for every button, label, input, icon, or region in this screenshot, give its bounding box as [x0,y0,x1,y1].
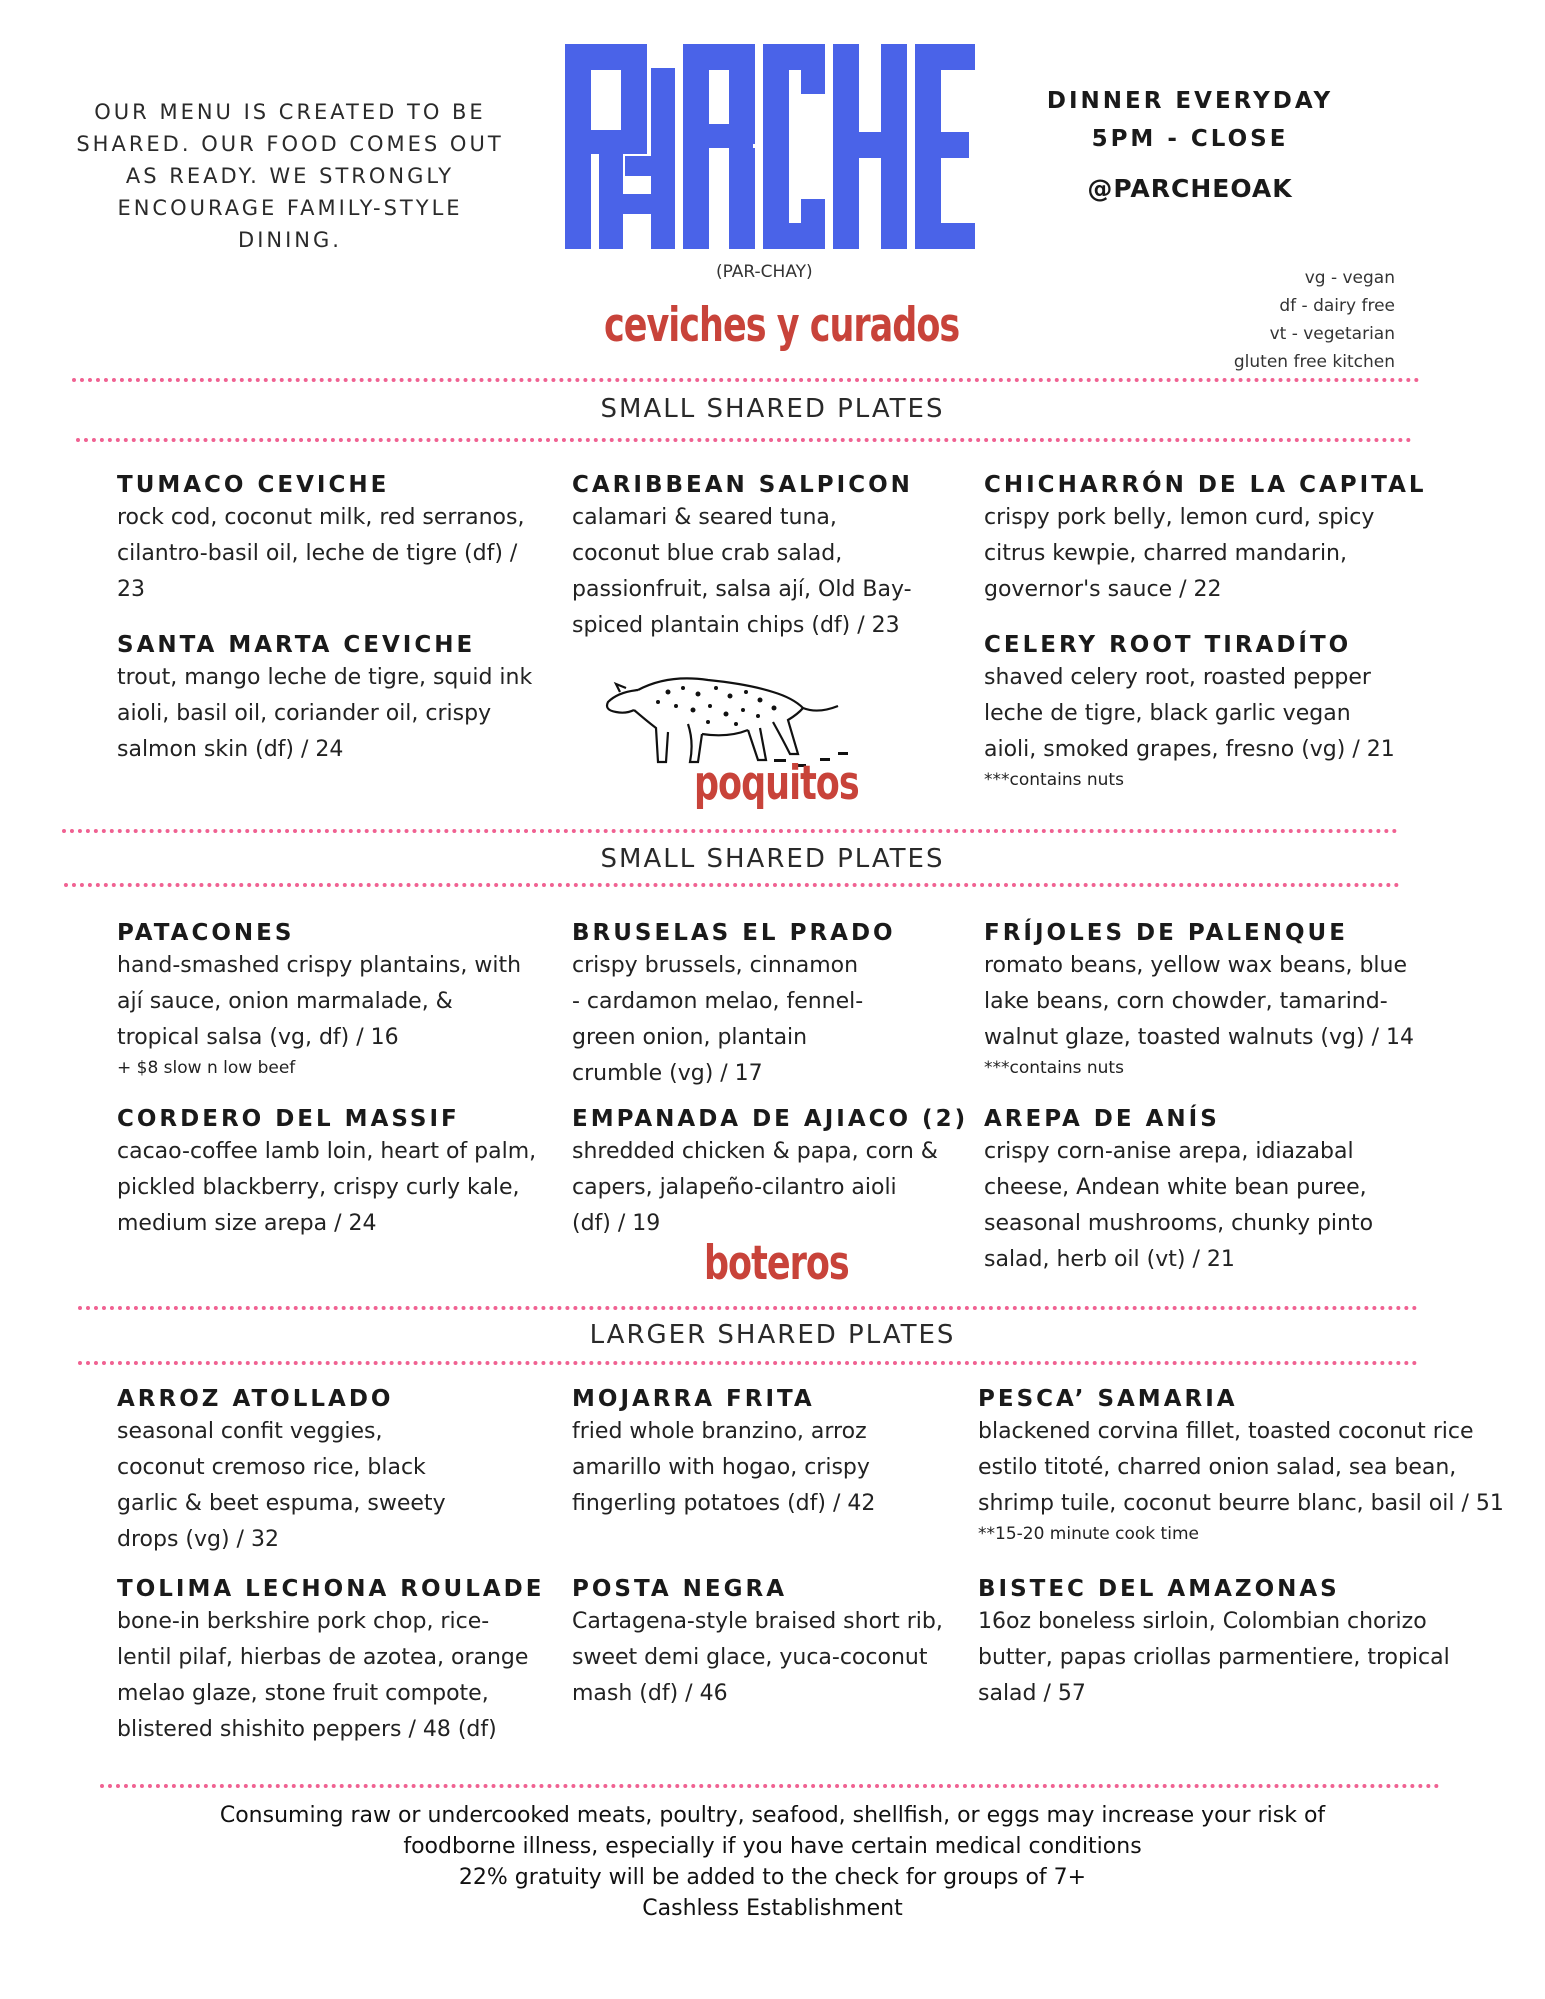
menu-item [117,920,537,1080]
social-handle: @PARCHEOAK [1087,174,1293,203]
item-description: Cartagena-style braised short rib, sweet demi glace, yuca-coconut mash (df) / 46 [572,1609,943,1706]
divider [62,829,1398,833]
item-note: ***contains nuts [984,770,1124,790]
jaguar-icon [598,662,858,772]
item-name: POSTA NEGRA [572,1576,788,1602]
hours [1040,82,1340,158]
menu-item [117,472,537,608]
menu-item [572,1576,972,1712]
item-description: trout, mango leche de tigre, squid ink aioli, basil oil, coriander oil, crispy salmon skin (df) / 24 [117,665,533,762]
item-description: rock cod, coconut milk, red serranos, cilantro-basil oil, leche de tigre (df) / 23 [117,505,525,602]
item-name: BRUSELAS EL PRADO [572,920,896,946]
footer-line-2: foodborne illness, especially if you have certain medical conditions [403,1834,1142,1859]
item-description: cacao-coffee lamb loin, heart of palm, pickled blackberry, crispy curly kale, medium size arepa / 24 [117,1139,537,1236]
menu-item [984,920,1424,1080]
item-description: crispy pork belly, lemon curd, spicy citrus kewpie, charred mandarin, governor's sauce / 22 [984,505,1375,602]
item-name: FRÍJOLES DE PALENQUE [984,920,1348,946]
item-name: CHICHARRÓN DE LA CAPITAL [984,472,1427,498]
logo-mark [565,44,975,249]
menu-item [572,1106,969,1242]
footer-line-3: 22% gratuity will be added to the check for groups of 7+ [458,1865,1087,1890]
footer-line-1: Consuming raw or undercooked meats, poultry, seafood, shellfish, or eggs may increase your risk of [219,1803,1326,1828]
item-name: MOJARRA FRITA [572,1386,815,1412]
section-subhead-boteros: LARGER SHARED PLATES [589,1320,956,1350]
item-name: ARROZ ATOLLADO [117,1386,394,1412]
divider [78,1361,1418,1365]
section-subhead-ceviches: SMALL SHARED PLATES [600,394,945,424]
item-description: seasonal confit veggies, coconut cremoso rice, black garlic & beet espuma, sweety drops (vg) / 32 [117,1419,446,1552]
divider [72,378,1420,382]
item-description: shredded chicken & papa, corn & capers, jalapeño-cilantro aioli (df) / 19 [572,1139,938,1236]
item-name: AREPA DE ANÍS [984,1106,1220,1132]
item-name: TUMACO CEVICHE [117,472,390,498]
item-description: calamari & seared tuna, coconut blue crab salad, passionfruit, salsa ají, Old Bay-spiced plantain chips (df) / 23 [572,505,912,638]
menu-item [984,472,1427,608]
hours-line-1: DINNER EVERYDAY [1046,88,1334,114]
menu-item [117,632,537,768]
section-title-poquitos: poquitos [694,757,859,811]
parche-logo [565,44,975,253]
menu-item [117,1576,545,1748]
item-name: CORDERO DEL MASSIF [117,1106,460,1132]
menu-item [984,1106,1404,1278]
item-name: EMPANADA DE AJIACO (2) [572,1106,969,1132]
divider [78,1306,1418,1310]
item-description: romato beans, yellow wax beans, blue lake beans, corn chowder, tamarind-walnut glaze, toasted walnuts (vg) / 14 [984,953,1414,1050]
menu-item [978,1386,1518,1546]
menu-item [572,920,896,1092]
item-description: shaved celery root, roasted pepper leche de tigre, black garlic vegan aioli, smoked grapes, fresno (vg) / 21 [984,665,1395,762]
item-description: blackened corvina fillet, toasted coconut rice estilo titoté, charred onion salad, sea bean, shrimp tuile, coconut beurre blanc, basil oil / 51 [978,1419,1504,1516]
divider [64,883,1400,887]
intro-text: OUR MENU IS CREATED TO BE SHARED. OUR FOOD COMES OUT AS READY. WE STRONGLY ENCOURAGE FAMILY-STYLE DINING. [76,100,504,252]
item-note: + $8 slow n low beef [117,1058,296,1078]
section-subhead-poquitos: SMALL SHARED PLATES [600,844,945,874]
section-title-boteros: boteros [704,1237,849,1291]
menu-item [984,632,1404,792]
divider [76,438,1412,442]
item-note: ***contains nuts [984,1058,1124,1078]
legend-dairy-free: df - dairy free [1279,296,1395,316]
item-description: fried whole branzino, arroz amarillo with hogao, crispy fingerling potatoes (df) / 42 [572,1419,876,1516]
item-note: **15-20 minute cook time [978,1524,1199,1544]
legend-gluten-free: gluten free kitchen [1233,352,1395,372]
item-name: CELERY ROOT TIRADÍTO [984,632,1352,658]
pronunciation: (PAR-CHAY) [716,262,813,282]
item-name: SANTA MARTA CEVICHE [117,632,476,658]
item-description: crispy brussels, cinnamon - cardamon melao, fennel-green onion, plantain crumble (vg) / 17 [572,953,864,1086]
item-name: PESCA’ SAMARIA [978,1386,1238,1412]
item-description: crispy corn-anise arepa, idiazabal cheese, Andean white bean puree, seasonal mushrooms, chunky pinto salad, herb oil (vt) / 21 [984,1139,1374,1272]
menu-item [572,472,922,644]
menu-item [572,1386,912,1522]
menu-item [978,1576,1458,1712]
item-name: PATACONES [117,920,295,946]
item-description: bone-in berkshire pork chop, rice-lentil pilaf, hierbas de azotea, orange melao glaze, stone fruit compote, blistered shishito peppers / 48 (df) [117,1609,529,1742]
diet-legend [1234,264,1395,376]
legend-vegan: vg - vegan [1304,268,1395,288]
hours-line-2: 5PM - CLOSE [1091,126,1289,152]
item-description: hand-smashed crispy plantains, with ají sauce, onion marmalade, & tropical salsa (vg, df) / 16 [117,953,522,1050]
item-name: CARIBBEAN SALPICON [572,472,913,498]
footer [0,1800,1545,1924]
menu-item [117,1386,467,1558]
footer-line-4: Cashless Establishment [642,1896,903,1921]
divider [100,1784,1440,1788]
section-title-ceviches: ceviches y curados [604,299,960,353]
menu-item [117,1106,537,1242]
item-name: TOLIMA LECHONA ROULADE [117,1576,545,1602]
item-description: 16oz boneless sirloin, Colombian chorizo butter, papas criollas parmentiere, tropical salad / 57 [978,1609,1450,1706]
item-name: BISTEC DEL AMAZONAS [978,1576,1340,1602]
legend-vegetarian: vt - vegetarian [1269,324,1395,344]
